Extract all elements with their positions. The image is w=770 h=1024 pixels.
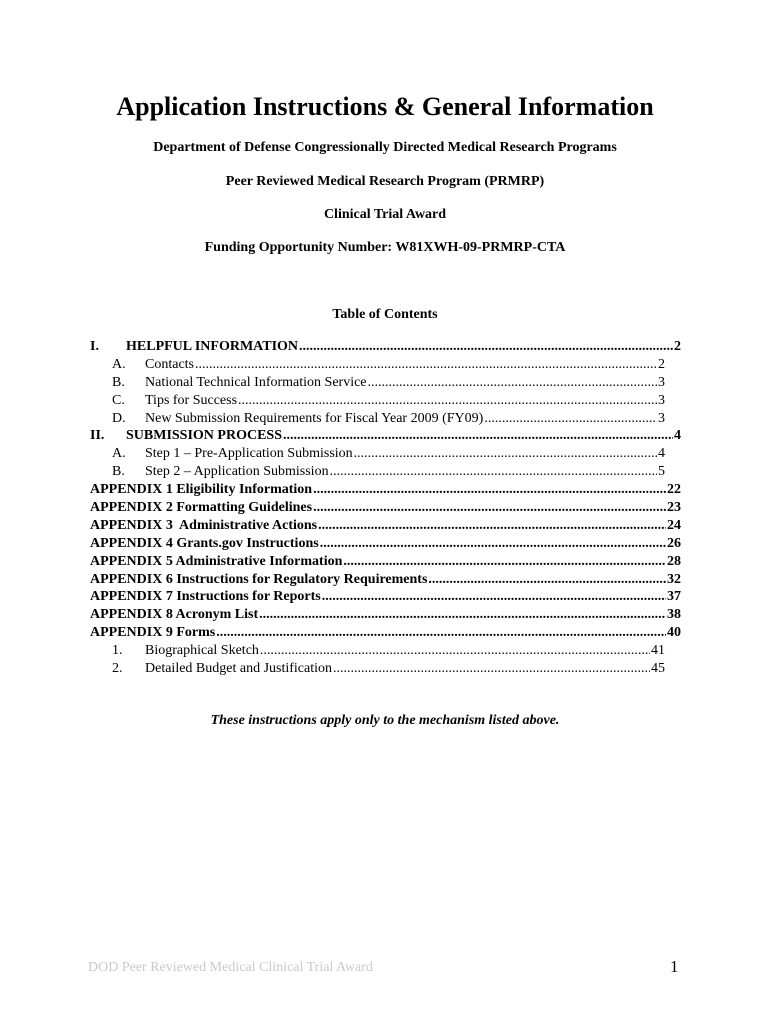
toc-entry-label: New Submission Requirements for Fiscal Year 2009 (FY09) xyxy=(145,410,484,426)
toc-entry-label: Biographical Sketch xyxy=(145,643,259,659)
toc-entry-label: APPENDIX 7 Instructions for Reports xyxy=(90,589,321,605)
toc-entry-label: APPENDIX 9 Forms xyxy=(90,625,216,641)
toc-entry-page: 23 xyxy=(667,500,681,516)
toc-entry-appendix-8[interactable] xyxy=(90,607,681,625)
toc-entry-label: Tips for Success xyxy=(145,392,238,408)
toc-entry-label: National Technical Information Service xyxy=(145,374,367,390)
toc-entry-step-2[interactable] xyxy=(90,464,665,482)
toc-entry-page: 41 xyxy=(651,643,665,659)
toc-leader-dots xyxy=(368,375,657,391)
toc-entry-number: 2. xyxy=(112,661,123,677)
toc-entry-appendix-9[interactable] xyxy=(90,625,681,643)
toc-entry-label: SUBMISSION PROCESS xyxy=(126,428,282,444)
toc-leader-dots xyxy=(283,428,673,444)
toc-entry-label: Detailed Budget and Justification xyxy=(145,661,333,677)
toc-entry-page: 24 xyxy=(667,517,681,533)
toc-leader-dots xyxy=(260,643,650,659)
toc-entry-label: Contacts xyxy=(145,356,194,372)
department-line: Department of Defense Congressionally Directed Medical Research Programs xyxy=(153,140,617,155)
toc-leader-dots xyxy=(320,536,666,552)
funding-opportunity-line: Funding Opportunity Number: W81XWH-09-PRMRP-CTA xyxy=(204,240,566,255)
toc-entry-appendix-3[interactable] xyxy=(90,518,681,536)
toc-entry-page: 3 xyxy=(658,410,665,426)
toc-leader-dots xyxy=(484,411,657,427)
toc-entry-label: APPENDIX 6 Instructions for Regulatory Requirements xyxy=(90,571,428,587)
toc-leader-dots xyxy=(299,339,673,355)
toc-entry-label: Step 1 – Pre-Application Submission xyxy=(145,446,353,462)
toc-leader-dots xyxy=(216,625,666,641)
toc-entry-appendix-2[interactable] xyxy=(90,500,681,518)
toc-entry-number: B. xyxy=(112,374,125,390)
toc-entry-label: APPENDIX 3 Administrative Actions xyxy=(90,517,318,533)
toc-entry-label: Step 2 – Application Submission xyxy=(145,464,329,480)
mechanism-note: These instructions apply only to the mechanism listed above. xyxy=(210,713,560,728)
toc-entry-page: 26 xyxy=(667,535,681,551)
toc-entry-label: APPENDIX 4 Grants.gov Instructions xyxy=(90,535,319,551)
toc-entry-page: 22 xyxy=(667,482,681,498)
toc-heading: Table of Contents xyxy=(332,307,438,322)
toc-entry-number: B. xyxy=(112,464,125,480)
toc-leader-dots xyxy=(238,393,657,409)
toc-entry-number: A. xyxy=(112,446,126,462)
toc-entry-page: 45 xyxy=(651,661,665,677)
toc-entry-number: 1. xyxy=(112,643,123,659)
toc-entry-page: 3 xyxy=(658,374,665,390)
document-title: Application Instructions & General Information xyxy=(116,92,654,121)
toc-entry-label: APPENDIX 1 Eligibility Information xyxy=(90,482,313,498)
toc-entry-appendix-7[interactable] xyxy=(90,589,681,607)
toc-entry-number: II. xyxy=(90,428,105,444)
toc-entry-appendix-5[interactable] xyxy=(90,554,681,572)
footer-document-name: DOD Peer Reviewed Medical Clinical Trial Award xyxy=(88,960,373,975)
toc-leader-dots xyxy=(195,357,657,373)
toc-entry-label: APPENDIX 8 Acronym List xyxy=(90,607,259,623)
toc-entry-tips-for-success[interactable] xyxy=(90,393,665,411)
toc-entry-detailed-budget[interactable] xyxy=(90,661,665,679)
toc-entry-number: I. xyxy=(90,339,99,354)
toc-entry-appendix-4[interactable] xyxy=(90,536,681,554)
award-line: Clinical Trial Award xyxy=(323,207,447,222)
footer-page-number: 1 xyxy=(670,957,679,976)
toc-entry-page: 37 xyxy=(667,589,681,605)
program-line: Peer Reviewed Medical Research Program (PRMRP) xyxy=(225,174,545,189)
toc-entry-page: 5 xyxy=(658,464,665,480)
toc-leader-dots xyxy=(259,607,666,623)
toc-entry-page: 28 xyxy=(667,553,681,569)
toc-leader-dots xyxy=(322,589,666,605)
toc-leader-dots xyxy=(343,554,666,570)
toc-entry-number: C. xyxy=(112,392,125,408)
toc-entry-page: 4 xyxy=(674,428,681,444)
toc-entry-appendix-1[interactable] xyxy=(90,482,681,500)
toc-leader-dots xyxy=(428,572,666,588)
toc-entry-new-submission-requirements[interactable] xyxy=(90,411,665,429)
toc-entry-submission-process[interactable] xyxy=(90,428,681,446)
table-of-contents xyxy=(90,339,681,679)
toc-entry-label: HELPFUL INFORMATION xyxy=(126,339,299,354)
toc-leader-dots xyxy=(354,446,657,462)
toc-entry-helpful-information[interactable] xyxy=(90,339,681,357)
toc-entry-contacts[interactable] xyxy=(90,357,665,375)
toc-entry-page: 4 xyxy=(658,446,665,462)
toc-entry-ntis[interactable] xyxy=(90,375,665,393)
toc-leader-dots xyxy=(330,464,657,480)
toc-entry-appendix-6[interactable] xyxy=(90,572,681,590)
toc-entry-page: 3 xyxy=(658,392,665,408)
toc-leader-dots xyxy=(313,500,666,516)
toc-entry-number: D. xyxy=(112,410,126,426)
toc-entry-step-1[interactable] xyxy=(90,446,665,464)
toc-entry-page: 2 xyxy=(674,339,681,354)
toc-leader-dots xyxy=(318,518,666,534)
toc-leader-dots xyxy=(333,661,650,677)
toc-entry-page: 2 xyxy=(658,356,665,372)
toc-entry-page: 38 xyxy=(667,607,681,623)
toc-entry-number: A. xyxy=(112,356,126,372)
toc-entry-biographical-sketch[interactable] xyxy=(90,643,665,661)
toc-entry-page: 32 xyxy=(667,571,681,587)
toc-entry-label: APPENDIX 5 Administrative Information xyxy=(90,553,343,569)
toc-leader-dots xyxy=(313,482,666,498)
toc-entry-page: 40 xyxy=(667,625,681,641)
toc-entry-label: APPENDIX 2 Formatting Guidelines xyxy=(90,500,313,516)
